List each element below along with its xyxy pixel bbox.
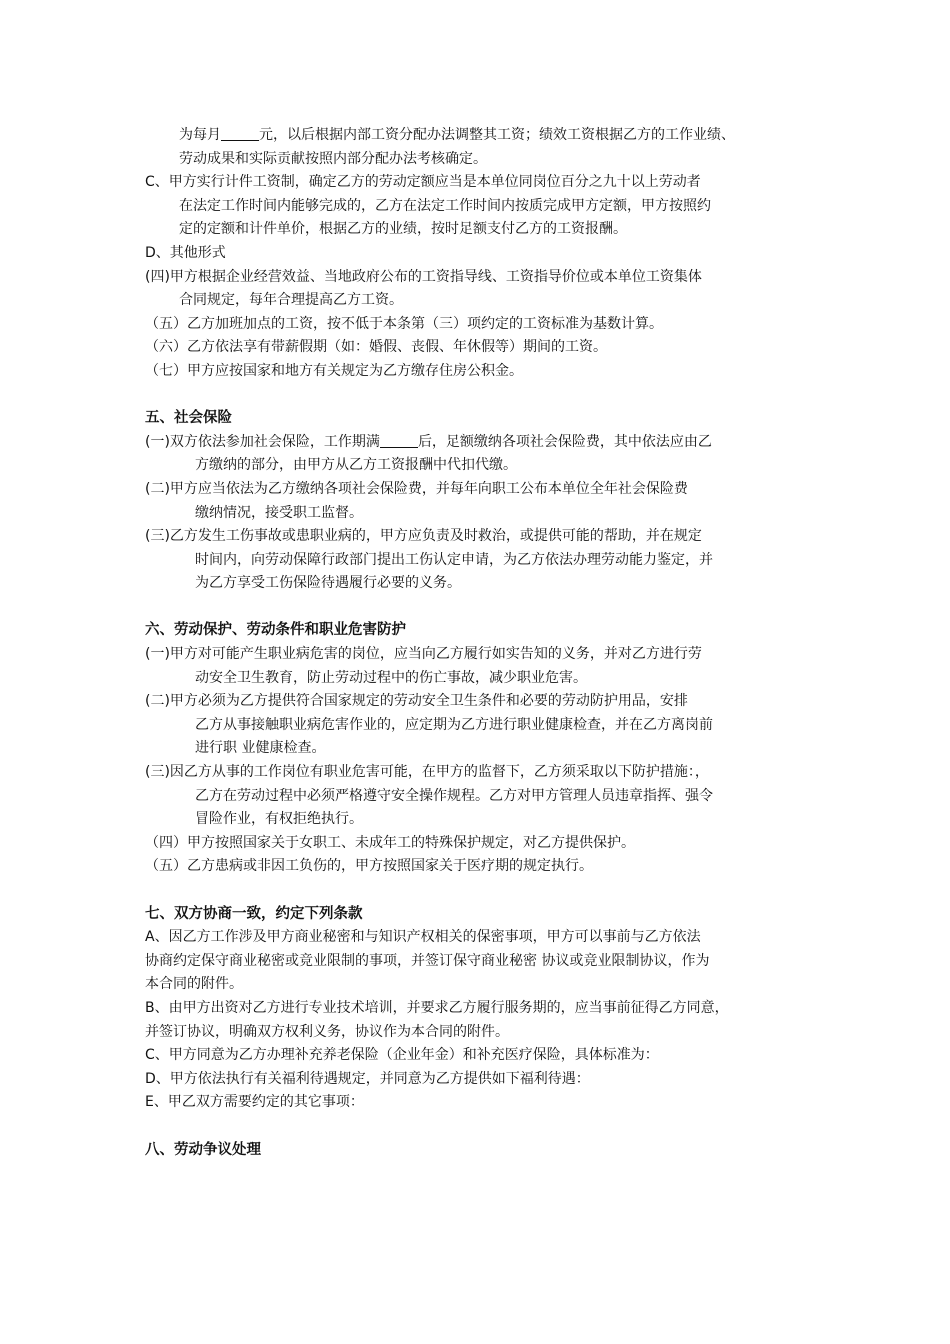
text-line: 方缴纳的部分，由甲方从乙方工资报酬中代扣代缴。	[195, 457, 517, 474]
text-line: 进行职 业健康检查。	[195, 740, 326, 757]
clause-5-1: (一)双方依法参加社会保险，工作期满 后，足额缴纳各项社会保险费，其中依法应由乙	[145, 431, 817, 455]
spacer	[145, 1115, 817, 1139]
text-line: 合同规定，每年合理提高乙方工资。	[179, 292, 403, 309]
clause-4: (四)甲方根据企业经营效益、当地政府公布的工资指导线、工资指导价位或本单位工资集体	[145, 268, 702, 285]
clause-5: （五）乙方加班加点的工资，按不低于本条第（三）项约定的工资标准为基数计算。	[145, 315, 663, 332]
clause-5-3: (三)乙方发生工伤事故或患职业病的，甲方应负责及时救治，或提供可能的帮助，并在规定	[145, 528, 702, 545]
text-line: 冒险作业，有权拒绝执行。	[195, 811, 363, 828]
section-heading-7: 七、双方协商一致，约定下列条款	[145, 905, 363, 922]
clause-7-d: D、甲方依法执行有关福利待遇规定，并同意为乙方提供如下福利待遇：	[145, 1070, 590, 1087]
blank-underline	[221, 124, 259, 141]
clause-7: （七）甲方应按国家和地方有关规定为乙方缴存住房公积金。	[145, 362, 523, 379]
text-line: 为每月 元，以后根据内部工资分配办法调整其工资；绩效工资根据乙方的工作业绩、	[145, 124, 817, 148]
spacer	[145, 596, 817, 620]
clause-7-c: C、甲方同意为乙方办理补充养老保险（企业年金）和补充医疗保险，具体标准为：	[145, 1047, 659, 1064]
spacer	[145, 384, 817, 408]
clause-6-5: （五）乙方患病或非因工负伤的，甲方按照国家关于医疗期的规定执行。	[145, 858, 593, 875]
clause-6-1: (一)甲方对可能产生职业病危害的岗位，应当向乙方履行如实告知的义务，并对乙方进行劳	[145, 646, 702, 663]
clause-6-2: (二)甲方必须为乙方提供符合国家规定的劳动安全卫生条件和必要的劳动防护用品，安排	[145, 693, 688, 710]
clause-6-4: （四）甲方按照国家关于女职工、未成年工的特殊保护规定，对乙方提供保护。	[145, 834, 635, 851]
blank-underline	[380, 431, 418, 448]
clause-5-2: (二)甲方应当依法为乙方缴纳各项社会保险费，并每年向职工公布本单位全年社会保险费	[145, 480, 688, 497]
section-heading-5: 五、社会保险	[145, 410, 232, 427]
clause-d: D、其他形式	[145, 244, 226, 261]
text-line: 乙方从事接触职业病危害作业的，应定期为乙方进行职业健康检查，并在乙方离岗前	[195, 716, 713, 733]
text-line: 本合同的附件。	[145, 976, 243, 993]
text-line: 缴纳情况，接受职工监督。	[195, 504, 363, 521]
clause-7-b: B、由甲方出资对乙方进行专业技术培训，并要求乙方履行服务期的，应当事前征得乙方同意，	[145, 999, 729, 1016]
text-line: 为乙方享受工伤保险待遇履行必要的义务。	[195, 575, 461, 592]
clause-6: （六）乙方依法享有带薪假期（如：婚假、丧假、年休假等）期间的工资。	[145, 339, 607, 356]
text-line: 乙方在劳动过程中必须严格遵守安全操作规程。乙方对甲方管理人员违章指挥、强令	[195, 787, 713, 804]
section-heading-8: 八、劳动争议处理	[145, 1141, 261, 1158]
text-line: 协商约定保守商业秘密或竞业限制的事项，并签订保守商业秘密 协议或竞业限制协议，作为	[145, 952, 710, 969]
text-line: 定的定额和计件单价，根据乙方的业绩，按时足额支付乙方的工资报酬。	[179, 221, 627, 238]
clause-7-e: E、甲乙双方需要约定的其它事项：	[145, 1094, 364, 1111]
text-line: 时间内，向劳动保障行政部门提出工伤认定申请，为乙方依法办理劳动能力鉴定，并	[195, 551, 713, 568]
clause-6-3: (三)因乙方从事的工作岗位有职业危害可能，在甲方的监督下，乙方须采取以下防护措施：，	[145, 764, 709, 781]
text-line: 劳动成果和实际贡献按照内部分配办法考核确定。	[179, 150, 487, 167]
clause-7-a: A、因乙方工作涉及甲方商业秘密和与知识产权相关的保密事项，甲方可以事前与乙方依法	[145, 929, 701, 946]
section-heading-6: 六、劳动保护、劳动条件和职业危害防护	[145, 622, 406, 639]
spacer	[145, 879, 817, 903]
text-line: 并签订协议，明确双方权利义务，协议作为本合同的附件。	[145, 1023, 509, 1040]
text-line: 在法定工作时间内能够完成的，乙方在法定工作时间内按质完成甲方定额，甲方按照约	[179, 197, 711, 214]
clause-c: C、甲方实行计件工资制，确定乙方的劳动定额应当是本单位同岗位百分之九十以上劳动者	[145, 174, 701, 191]
document-page	[145, 124, 817, 1162]
text-line: 动安全卫生教育，防止劳动过程中的伤亡事故，减少职业危害。	[195, 669, 587, 686]
